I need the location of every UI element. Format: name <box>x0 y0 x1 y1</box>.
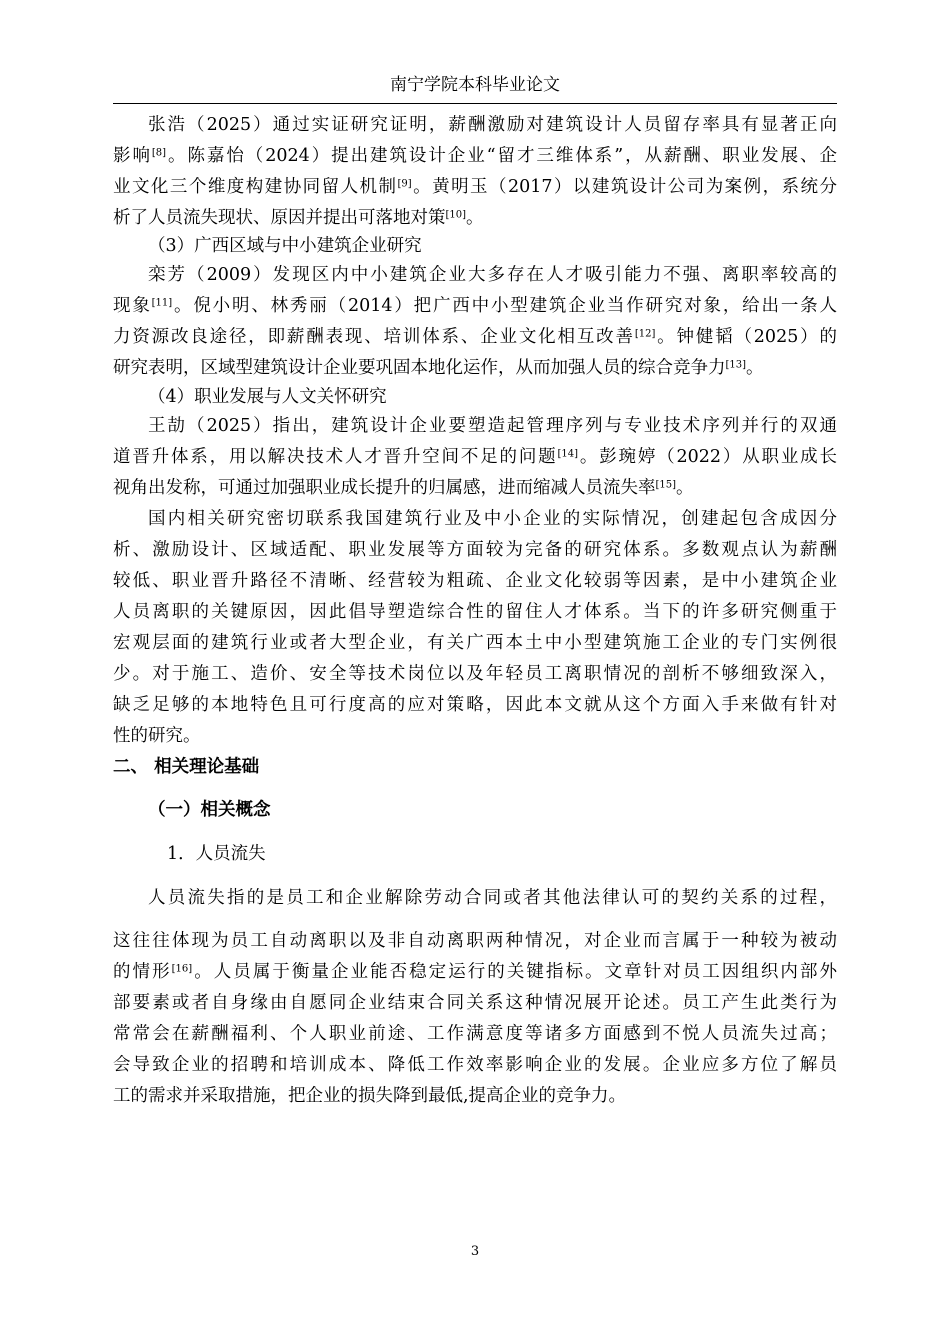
line-text: 视角出发称，可通过加强职业成长提升的归属感，进而缩减人员流失率 <box>113 478 656 498</box>
text-line <box>113 1021 837 1047</box>
subsubsection-heading <box>167 841 266 867</box>
text-line <box>113 599 837 625</box>
header-rule <box>113 103 837 104</box>
text-line <box>113 692 837 718</box>
line-text: 。倪小明、林秀丽（2014）把广西中小型建筑企业当作研究对象，给出一条人 <box>172 296 837 316</box>
citation-ref: [13] <box>725 359 747 371</box>
text-line <box>113 293 837 319</box>
citation-ref: [10] <box>445 209 467 221</box>
text-line <box>113 444 837 470</box>
text-line <box>113 537 837 563</box>
text-line <box>148 413 837 439</box>
section-heading <box>113 754 259 780</box>
citation-ref: [12] <box>634 328 656 340</box>
line-text: 较低、职业晋升路径不清晰、经营较为粗疏、企业文化较弱等因素，是中小建筑企业 <box>113 571 837 591</box>
line-text: 缺乏足够的本地特色且可行度高的应对策略，因此本文就从这个方面入手来做有针对 <box>113 695 837 715</box>
line-text: 现象 <box>113 296 152 316</box>
line-text: 力资源改良途径，即薪酬表现、培训体系、企业文化相互改善 <box>113 327 635 347</box>
line-text: 。 <box>466 208 484 228</box>
line-text: 研究表明，区域型建筑设计企业要巩固本地化运作，从而加强人员的综合竞争力 <box>113 358 726 378</box>
line-text: 1．人员流失 <box>167 844 266 864</box>
line-text: 人员离职的关键原因，因此倡导塑造综合性的留住人才体系。当下的许多研究侧重于 <box>113 602 837 622</box>
line-text: 。彭琬婷（2022）从职业成长 <box>578 447 837 467</box>
text-line <box>148 885 837 911</box>
text-line <box>113 959 837 985</box>
line-text: 。 <box>746 358 764 378</box>
line-text: 。人员属于衡量企业能否稳定运行的关键指标。文章针对员工因组织内部外 <box>192 962 838 982</box>
line-text: 国内相关研究密切联系我国建筑行业及中小企业的实际情况，创建起包含成因分 <box>148 509 837 529</box>
citation-ref: [14] <box>557 448 579 460</box>
line-text: 会导致企业的招聘和培训成本、降低工作效率影响企业的发展。企业应多方位了解员 <box>113 1055 837 1075</box>
citation-ref: [8] <box>151 147 167 159</box>
line-text: 二、 相关理论基础 <box>113 757 260 777</box>
text-line <box>113 355 764 381</box>
text-line <box>113 174 837 200</box>
line-text: 。陈嘉怡（2024）提出建筑设计企业“留才三维体系”，从薪酬、职业发展、企 <box>166 146 837 166</box>
topic-heading <box>148 233 422 259</box>
line-text: 人员流失指的是员工和企业解除劳动合同或者其他法律认可的契约关系的过程， <box>148 888 837 908</box>
text-line <box>148 506 837 532</box>
text-line <box>113 661 837 687</box>
text-line <box>113 928 837 954</box>
text-line <box>113 205 484 231</box>
line-text: 这往往体现为员工自动离职以及非自动离职两种情况，对企业而言属于一种较为被动 <box>113 931 837 951</box>
line-text: 工的需求并采取措施，把企业的损失降到最低,提高企业的竞争力。 <box>113 1086 627 1106</box>
text-line <box>113 990 837 1016</box>
line-text: 部要素或者自身缘由自愿同企业结束合同关系这种情况展开论述。员工产生此类行为 <box>113 993 837 1013</box>
line-text: （4）职业发展与人文关怀研究 <box>148 387 387 407</box>
line-text: 析、激励设计、区域适配、职业发展等方面较为完备的研究体系。多数观点认为薪酬 <box>113 540 837 560</box>
line-text: 道晋升体系，用以解决技术人才晋升空间不足的问题 <box>113 447 558 467</box>
line-text: 性的研究。 <box>113 726 201 746</box>
text-line <box>113 630 837 656</box>
citation-ref: [15] <box>655 479 677 491</box>
line-text: （一）相关概念 <box>148 800 271 820</box>
topic-heading <box>148 384 387 410</box>
text-line <box>148 262 837 288</box>
text-line <box>113 568 837 594</box>
line-text: 影响 <box>113 146 152 166</box>
line-text: 。 <box>676 478 694 498</box>
text-line <box>113 1083 626 1109</box>
line-text: 。钟健韬（2025）的 <box>655 327 837 347</box>
text-line <box>113 1052 837 1078</box>
line-text: 栾芳（2009）发现区内中小建筑企业大多存在人才吸引能力不强、离职率较高的 <box>148 265 837 285</box>
line-text: 张浩（2025）通过实证研究证明，薪酬激励对建筑设计人员留存率具有显著正向 <box>148 115 837 135</box>
text-line <box>113 143 837 169</box>
line-text: 的情形 <box>113 962 172 982</box>
citation-ref: [11] <box>151 297 173 309</box>
text-line <box>148 112 837 138</box>
citation-ref: [9] <box>397 178 412 190</box>
text-line <box>113 723 201 749</box>
citation-ref: [16] <box>171 963 193 975</box>
line-text: 析了人员流失现状、原因并提出可落地对策 <box>113 208 446 228</box>
line-text: 。黄明玉（2017）以建筑设计公司为案例，系统分 <box>411 177 837 197</box>
line-text: 常常会在薪酬福利、个人职业前途、工作满意度等诸多方面感到不悦人员流失过高； <box>113 1024 837 1044</box>
line-text: 王劼（2025）指出，建筑设计企业要塑造起管理序列与专业技术序列并行的双通 <box>148 416 837 436</box>
line-text: 宏观层面的建筑行业或者大型企业，有关广西本土中小型建筑施工企业的专门实例很 <box>113 633 837 653</box>
line-text: 业文化三个维度构建协同留人机制 <box>113 177 398 197</box>
text-line <box>113 475 694 501</box>
running-header: 南宁学院本科毕业论文 <box>390 75 560 95</box>
text-line <box>113 324 837 350</box>
subsection-heading <box>148 797 271 823</box>
line-text: 少。对于施工、造价、安全等技术岗位以及年轻员工离职情况的剖析不够细致深入， <box>113 664 837 684</box>
page-number: 3 <box>470 1244 480 1259</box>
line-text: （3）广西区域与中小建筑企业研究 <box>148 236 422 256</box>
